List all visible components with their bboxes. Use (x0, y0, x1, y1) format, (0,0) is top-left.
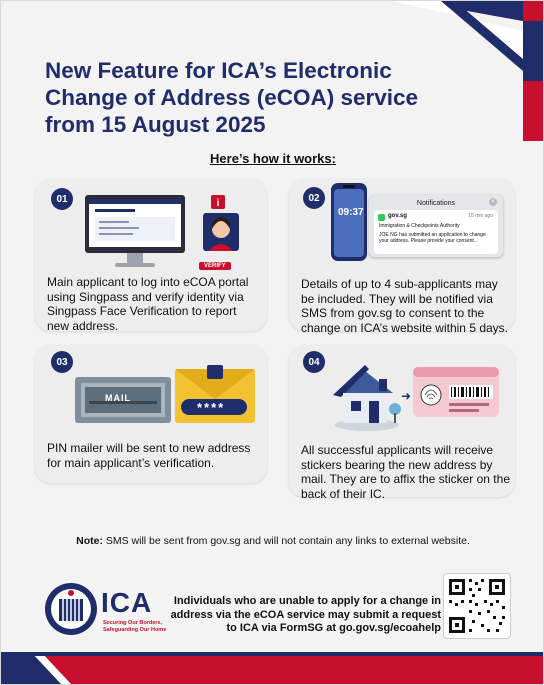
step-text-1: Main applicant to log into eCOA portal using Singpass and verify identity via Singpass Face Verification to report new address. (47, 275, 249, 333)
step-number-3: 03 (51, 351, 73, 373)
note-text: SMS will be sent from gov.sg and will not contain any links to external website. (102, 535, 470, 547)
step-text-3: PIN mailer will be sent to new address for main applicant’s verification. (47, 441, 251, 470)
phone-time: 09:37 (338, 207, 364, 218)
note-label: Note: (76, 535, 103, 547)
step-number-1: 01 (51, 188, 73, 210)
step-card-2 (289, 179, 515, 335)
notification-panel (369, 195, 503, 257)
sms-icon (378, 214, 385, 221)
step-card-4 (289, 345, 515, 501)
notification-header: Notifications (416, 200, 456, 207)
house-illustration (329, 357, 412, 433)
step-card-3 (35, 345, 267, 483)
notification-card (374, 210, 498, 254)
step-number-4: 04 (303, 351, 325, 373)
notification-close-icon: × (489, 198, 497, 206)
mailbox-illustration (75, 365, 265, 427)
ica-emblem-icon (43, 581, 99, 637)
verify-label: VERIFY (199, 262, 231, 270)
corner-decoration-bottom (1, 652, 544, 684)
arrow-icon: ➜ (401, 389, 412, 403)
notification-time: 15 min ago (468, 213, 493, 219)
qr-code-icon (444, 574, 510, 638)
mailbox-label: MAIL (105, 393, 131, 403)
step-card-1 (35, 179, 267, 331)
step-text-4: All successful applicants will receive stickers bearing the new address by mail. They are to affix the sticker on the back of their IC. (301, 443, 510, 501)
pin-mask: **** (197, 400, 226, 415)
subtitle: Here’s how it works: (210, 151, 336, 166)
qr-code[interactable] (443, 573, 511, 639)
step-number-2: 02 (303, 187, 325, 209)
note (1, 535, 544, 547)
ica-tagline: Securing Our Borders, Safeguarding Our Home (103, 620, 167, 633)
svg-text:i: i (216, 198, 220, 209)
notification-line-1: Immigration & Checkpoints Authority (379, 223, 460, 229)
footer-text: Individuals who are unable to apply for a change in address via the eCOA service may submit a request to ICA via FormSG at go.gov.sg/ecoahelp (170, 595, 441, 634)
phone-illustration (329, 181, 369, 263)
ica-logo-text: ICA (101, 587, 153, 618)
notification-sender: gov.sg (388, 213, 407, 219)
page-title: New Feature for ICA’s Electronic Change of Address (eCOA) service from 15 August 2025 (45, 58, 419, 137)
step-text-2: Details of up to 4 sub-applicants may be included. They will be notified via SMS from gov.sg to consent to the change on ICA’s website within 5 days. (301, 277, 509, 335)
ic-card-illustration (411, 365, 501, 419)
monitor-illustration (75, 193, 255, 271)
notification-line-2: JOE NG has submitted an application to change your address. Please provide your consent... (379, 232, 486, 244)
